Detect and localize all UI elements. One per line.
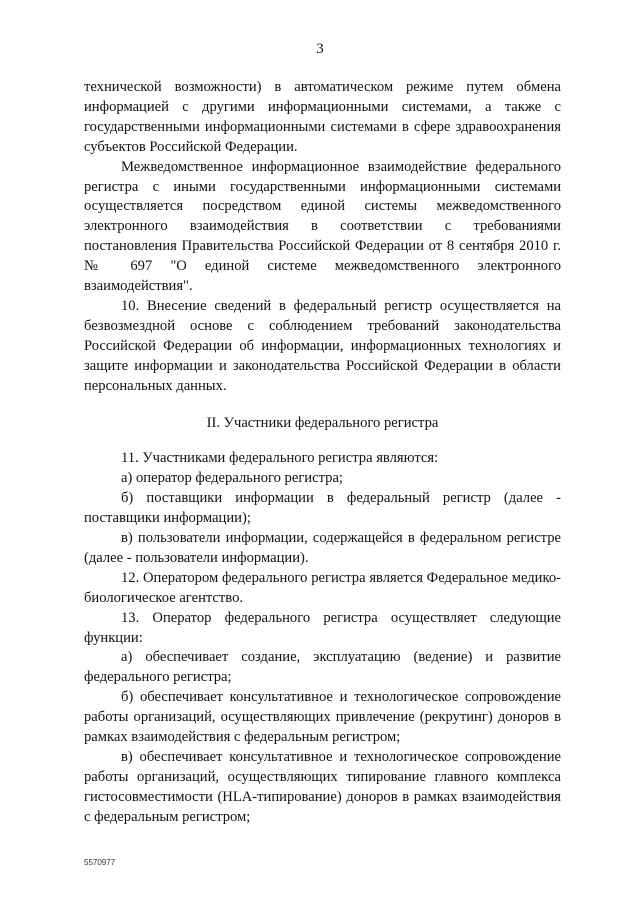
page-number: 3 [316, 41, 324, 57]
section-heading: II. Участники федерального регистра [206, 414, 439, 431]
paragraph: 10. Внесение сведений в федеральный регистр осуществляется на безвозмездной основе с соблюдением требований законодательства Российской Федерации об информации, информационных технологиях и защите информации и законодательства Российской Федерации в области персональных данных. [84, 297, 561, 394]
document-body [84, 78, 561, 828]
paragraph: в) обеспечивает консультативное и технологическое сопровождение работы организаций, осуществляющих типирование главного комплекса гистосовместимости (HLA-типирование) доноров в рамках взаимодействия с федеральным регистром; [84, 749, 561, 825]
section-top-paragraphs [84, 78, 561, 397]
paragraph: Межведомственное информационное взаимодействие федерального регистра с иными государственными информационными системами осуществляется посредством единой системы межведомственного электронного взаимодействия в соответствии с требованиями постановления Правительства Российской Федерации от 8 сентября 2010 г. № 697 "О единой системе межведомственного электронного взаимодействия". [84, 158, 561, 295]
paragraph: в) пользователи информации, содержащейся в федеральном регистре (далее - пользователи информации). [84, 530, 561, 566]
paragraph: 11. Участниками федерального регистра являются: [121, 450, 439, 467]
paragraph: б) поставщики информации в федеральный регистр (далее - поставщики информации); [84, 490, 561, 527]
paragraph: б) обеспечивает консультативное и технологическое сопровождение работы организаций, осуществляющих привлечение (рекрутинг) доноров в рамках взаимодействия с федеральным регистром; [84, 689, 561, 746]
paragraph: а) оператор федерального регистра; [121, 470, 343, 487]
paragraph: технической возможности) в автоматическом режиме путем обмена информацией с другими информационными системами, а также с государственными информационными системами в сфере здравоохранения субъектов Российской Федерации. [84, 79, 561, 155]
section-bottom-paragraphs [84, 449, 561, 827]
paragraph: а) обеспечивает создание, эксплуатацию (ведение) и развитие федерального регистра; [84, 649, 561, 686]
paragraph: 13. Оператор федерального регистра осуществляет следующие функции: [84, 609, 561, 646]
paragraph: 12. Оператором федерального регистра является Федеральное медико-биологическое агентство. [84, 569, 561, 606]
document-code: 5570977 [84, 858, 116, 867]
